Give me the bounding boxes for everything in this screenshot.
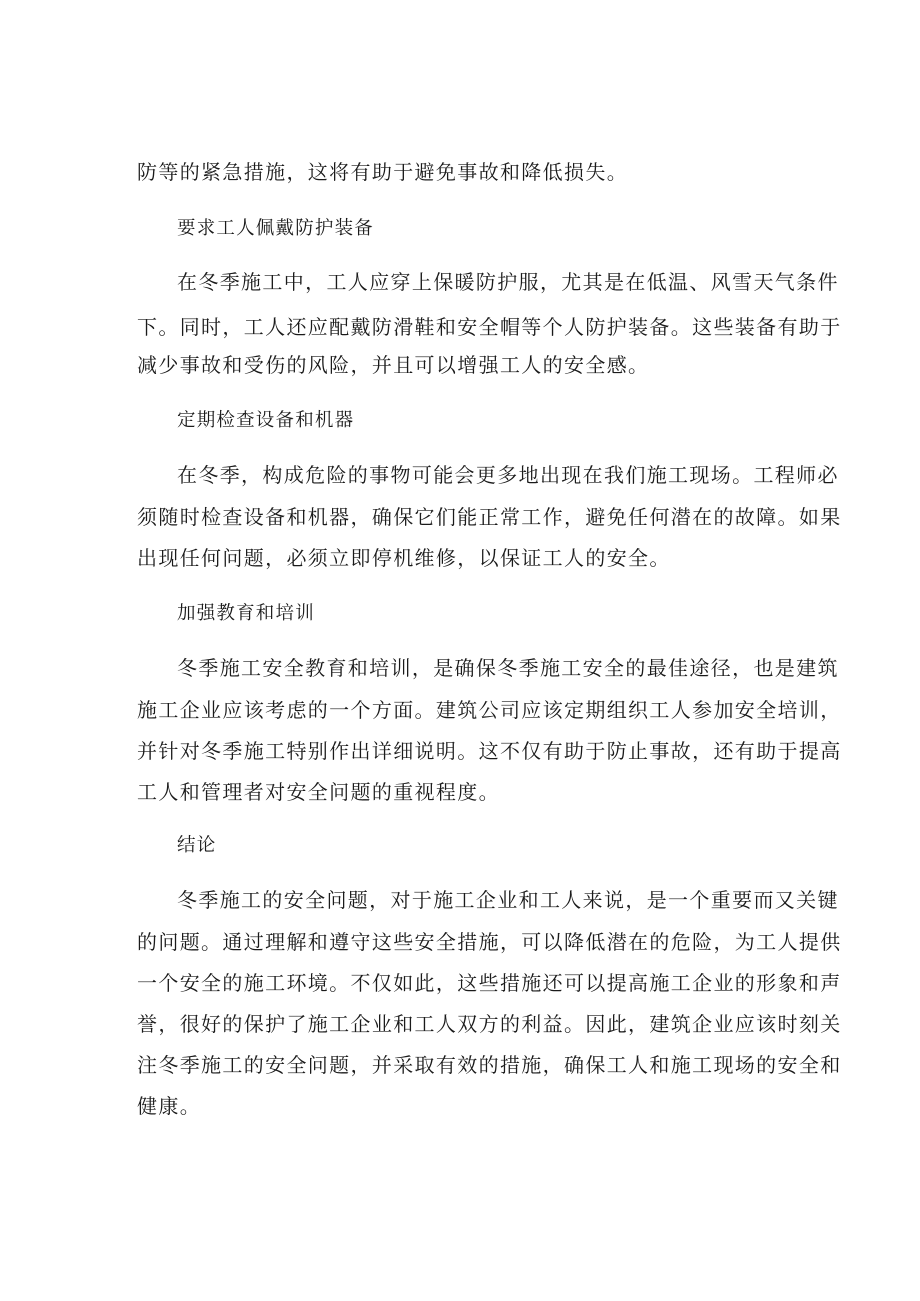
paragraph-line: 施工企业应该考虑的一个方面。建筑公司应该定期组织工人参加安全培训， [137,698,842,722]
paragraph-line: 须随时检查设备和机器，确保它们能正常工作，避免任何潜在的故障。如果 [137,505,842,529]
paragraph-line: 防等的紧急措施，这将有助于避免事故和降低损失。 [137,160,629,184]
paragraph-line: 健康。 [137,1094,202,1118]
section-heading-protective-equipment: 要求工人佩戴防护装备 [177,218,375,239]
section-heading-equipment-inspection: 定期检查设备和机器 [177,410,355,431]
paragraph-line: 工人和管理者对安全问题的重视程度。 [137,780,500,804]
paragraph-line: 下。同时，工人还应配戴防滑鞋和安全帽等个人防护装备。这些装备有助于 [137,315,842,339]
paragraph-line: 注冬季施工的安全问题，并采取有效的措施，确保工人和施工现场的安全和 [137,1053,842,1077]
paragraph-line: 并针对冬季施工特别作出详细说明。这不仅有助于防止事故，还有助于提高 [137,739,842,763]
paragraph-line: 在冬季施工中，工人应穿上保暖防护服，尤其是在低温、风雪天气条件 [177,270,839,294]
paragraph-line: 减少事故和受伤的风险，并且可以增强工人的安全感。 [137,353,650,377]
paragraph-line: 冬季施工安全教育和培训，是确保冬季施工安全的最佳途径，也是建筑 [177,656,839,680]
paragraph-line: 在冬季，构成危险的事物可能会更多地出现在我们施工现场。工程师必 [177,463,839,487]
section-heading-education-training: 加强教育和培训 [177,603,315,624]
paragraph-line: 冬季施工的安全问题，对于施工企业和工人来说，是一个重要而又关键 [177,888,839,912]
paragraph-line: 的问题。通过理解和遵守这些安全措施，可以降低潜在的危险，为工人提供 [137,930,842,954]
section-heading-conclusion: 结论 [177,835,217,856]
paragraph-line: 誉，很好的保护了施工企业和工人双方的利益。因此，建筑企业应该时刻关 [137,1012,842,1036]
paragraph-line: 出现任何问题，必须立即停机维修，以保证工人的安全。 [137,546,671,570]
paragraph-line: 一个安全的施工环境。不仅如此，这些措施还可以提高施工企业的形象和声 [137,971,842,995]
